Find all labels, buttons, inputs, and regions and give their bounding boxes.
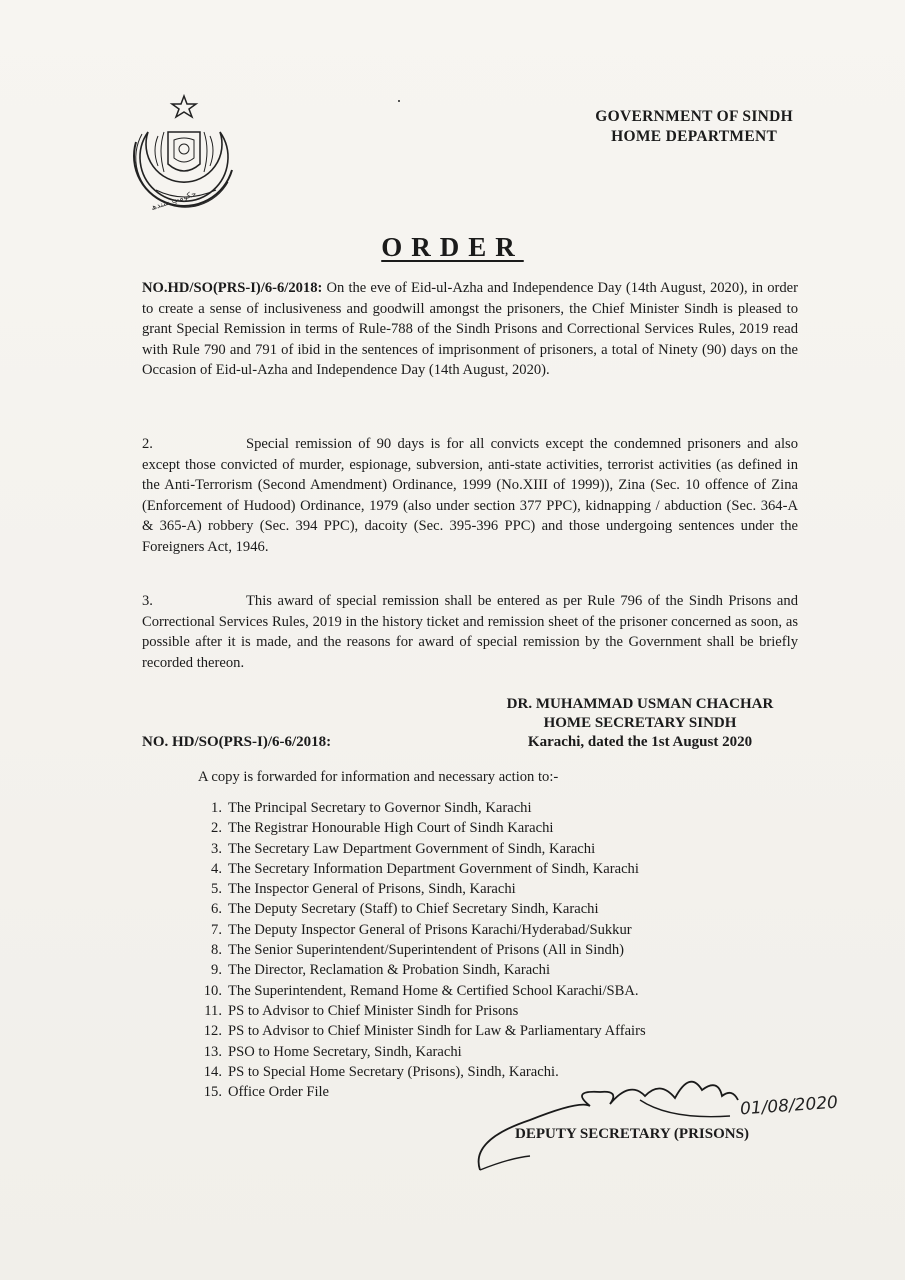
copy-reference-number: NO. HD/SO(PRS-I)/6-6/2018: <box>142 734 332 750</box>
recipient-text: PS to Advisor to Chief Minister Sindh for Law & Parliamentary Affairs <box>228 1023 646 1040</box>
recipient-text: The Secretary Information Department Government of Sindh, Karachi <box>228 860 639 877</box>
recipient-text: The Principal Secretary to Governor Sindh, Karachi <box>228 800 532 816</box>
recipient-number: 1. <box>211 800 222 816</box>
order-reference: NO.HD/SO(PRS-I)/6-6/2018: <box>142 280 323 296</box>
copy-intro: A copy is forwarded for information and necessary action to:- <box>198 769 559 785</box>
paragraph-2-number: 2. <box>142 436 153 452</box>
recipient-item <box>196 879 646 899</box>
speck <box>398 100 400 102</box>
signatory-name: DR. MUHAMMAD USMAN CHACHAR <box>506 696 774 712</box>
recipient-item <box>196 940 646 960</box>
recipient-item <box>196 798 646 818</box>
deputy-secretary-title: DEPUTY SECRETARY (PRISONS) <box>515 1126 749 1142</box>
signatory-date: Karachi, dated the 1st August 2020 <box>527 734 753 750</box>
recipient-text: The Senior Superintendent/Superintendent of Prisons (All in Sindh) <box>228 942 625 959</box>
signatory-block <box>470 695 810 752</box>
paragraph-3 <box>142 591 798 673</box>
recipient-number: 10. <box>203 982 222 999</box>
recipient-number: 2. <box>211 820 222 837</box>
recipient-number: 4. <box>211 860 222 877</box>
handwritten-date: 01/08/2020 <box>739 1092 839 1120</box>
recipient-number: 12. <box>203 1023 222 1040</box>
recipient-number: 14. <box>203 1063 222 1080</box>
paragraph-2-text: Special remission of 90 days is for all convicts except the condemned prisoners and also except those convicted of murder, espionage, subversion, anti-state activities, terrorist activities (as defined in the Anti-Terrorism (Second Amendment) Ordinance, 1999 (No.XIII of 1999)), Zina (Sec. 10 offence of Zina (Enforcement of Hudood) Ordinance, 1979 (also under section 377 PPC), kidnapping / abduction (Sec. 364-A & 365-A) robbery (Sec. 394 PPC), dacoity (Sec. 395-396 PPC) and those undergoing sentences under the Foreigners Act, 1946. <box>142 436 798 555</box>
signature-scribble <box>470 1060 850 1180</box>
recipient-item <box>196 960 646 980</box>
paragraph-2 <box>142 434 798 557</box>
recipient-number: 3. <box>211 840 222 857</box>
recipient-item <box>196 920 646 940</box>
recipient-text: Office Order File <box>228 1084 330 1101</box>
recipient-number: 15. <box>203 1084 222 1101</box>
recipient-list <box>196 798 646 1102</box>
paragraph-3-text: This award of special remission shall be entered as per Rule 796 of the Sindh Prisons and Correctional Services Rules, 2019 in the history ticket and remission sheet of the prisoner concerned as soon, as possible after it is made, and the reasons for award of special remission by the Government shall be briefly recorded thereon. <box>142 593 798 671</box>
department-name: HOME DEPARTMENT <box>611 128 778 145</box>
recipient-text: The Inspector General of Prisons, Sindh, Karachi <box>228 881 516 898</box>
recipient-text: The Director, Reclamation & Probation Sindh, Karachi <box>228 962 551 979</box>
recipient-item <box>196 981 646 1001</box>
recipient-text: PS to Special Home Secretary (Prisons), Sindh, Karachi. <box>228 1063 559 1080</box>
order-title <box>0 232 905 263</box>
recipient-number: 9. <box>211 962 222 979</box>
paragraph-1-text: On the eve of Eid-ul-Azha and Independence Day (14th August, 2020), in order to create a sense of inclusiveness and goodwill amongst the prisoners, the Chief Minister Sindh is pleased to grant Special Remission in terms of Rule-788 of the Sindh Prisons and Correctional Services Rules, 2019 read with Rule 790 and 791 of ibid in the sentences of imprisonment of prisoners, a total of Ninety (90) days on the Occasion of Eid-ul-Azha and Independence Day (14th August, 2020). <box>142 280 798 378</box>
recipient-item <box>196 1021 646 1041</box>
recipient-number: 13. <box>203 1043 222 1060</box>
signatory-designation: HOME SECRETARY SINDH <box>543 715 737 731</box>
recipient-number: 7. <box>211 921 222 938</box>
recipient-item <box>196 839 646 859</box>
recipient-number: 5. <box>211 881 222 898</box>
recipient-text: The Registrar Honourable High Court of Sindh Karachi <box>228 820 554 837</box>
recipient-item <box>196 1001 646 1021</box>
recipient-item <box>196 818 646 838</box>
recipient-item <box>196 859 646 879</box>
recipient-item <box>196 1042 646 1062</box>
recipient-text: PSO to Home Secretary, Sindh, Karachi <box>228 1043 462 1060</box>
emblem-script: حکومتِ سندھ <box>149 188 198 213</box>
recipient-number: 6. <box>211 901 222 918</box>
letterhead <box>595 107 793 147</box>
government-name: GOVERNMENT OF SINDH <box>595 108 793 125</box>
recipient-text: The Secretary Law Department Government of Sindh, Karachi <box>228 840 596 857</box>
recipient-text: The Superintendent, Remand Home & Certified School Karachi/SBA. <box>228 982 639 999</box>
recipient-item <box>196 899 646 919</box>
recipient-text: The Deputy Inspector General of Prisons Karachi/Hyderabad/Sukkur <box>228 921 632 938</box>
order-title-text: ORDER <box>381 232 524 262</box>
recipient-text: The Deputy Secretary (Staff) to Chief Secretary Sindh, Karachi <box>228 901 599 918</box>
recipient-number: 11. <box>204 1002 222 1019</box>
recipient-text: PS to Advisor to Chief Minister Sindh for Prisons <box>228 1002 519 1019</box>
recipient-number: 8. <box>211 942 222 959</box>
paragraph-1 <box>142 278 798 381</box>
paragraph-3-number: 3. <box>142 593 153 609</box>
